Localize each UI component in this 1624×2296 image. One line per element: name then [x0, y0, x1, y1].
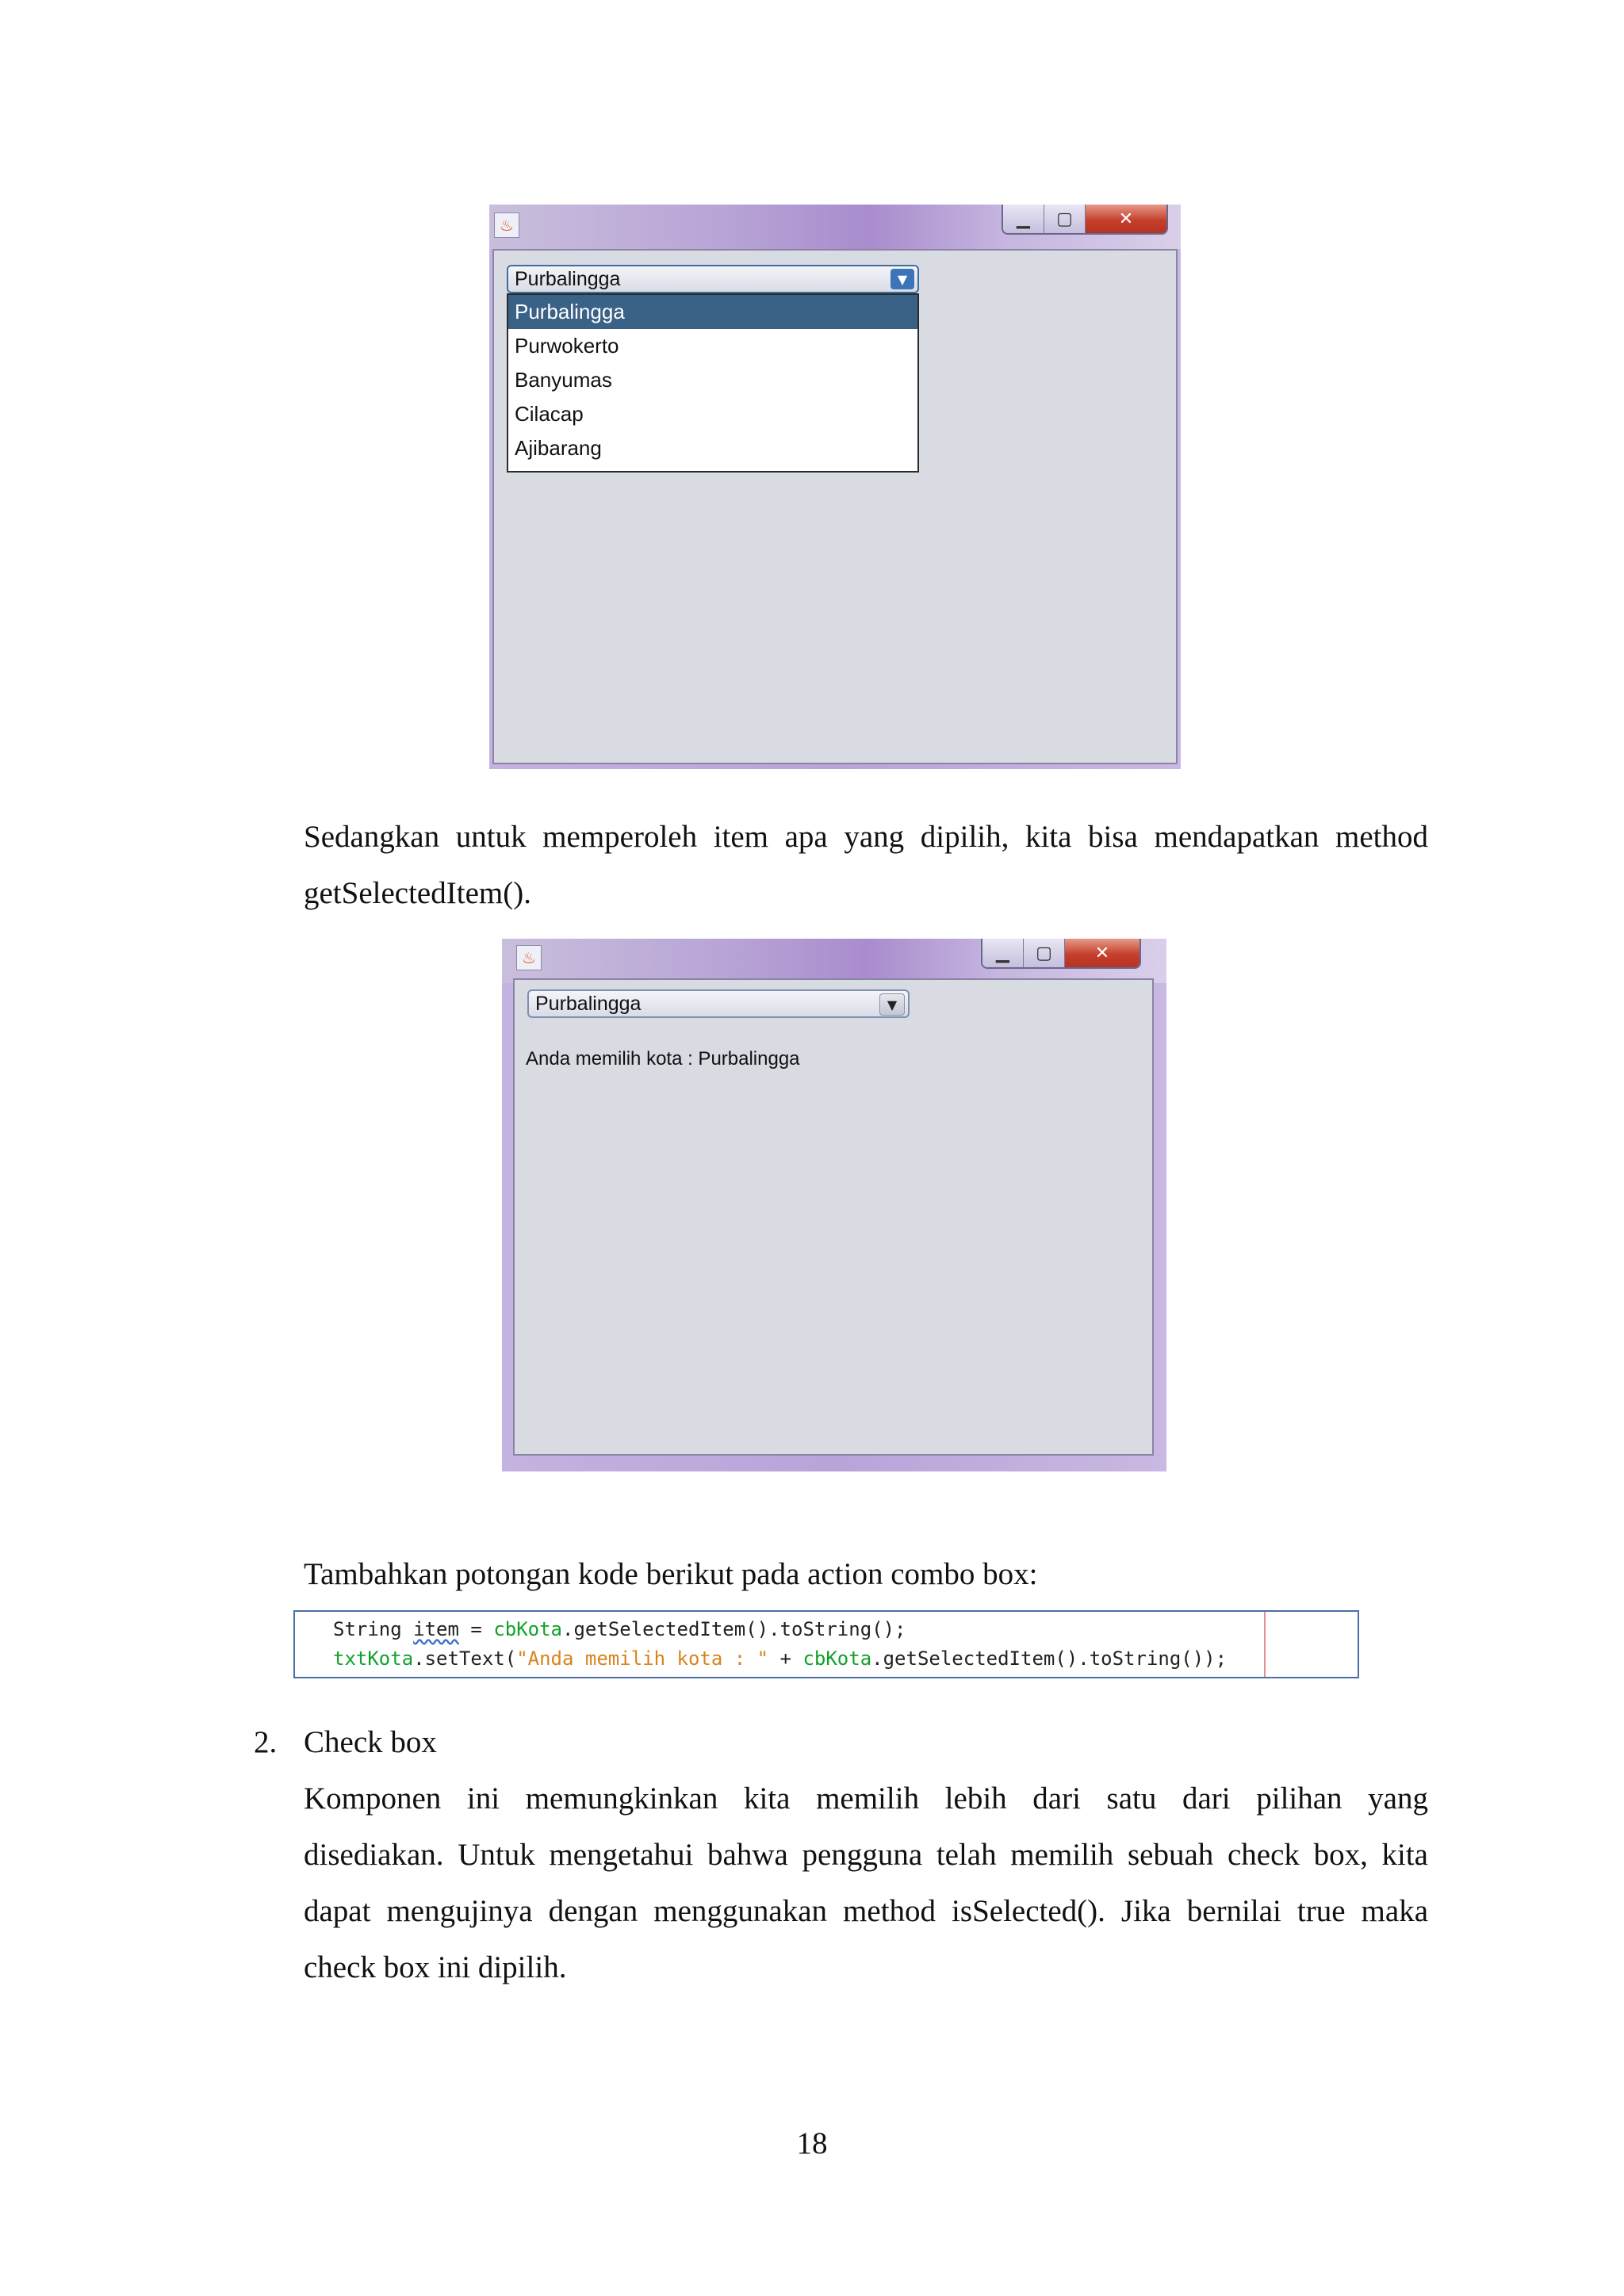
paragraph-add-code: Tambahkan potongan kode berikut pada action combo box:	[304, 1557, 1038, 1591]
combo-dropdown-list	[507, 293, 919, 473]
section-body-line: dapat mengujinya dengan menggunakan method isSelected(). Jika bernilai true maka	[304, 1894, 1428, 1928]
section-title: Check box	[304, 1725, 437, 1759]
code-line-1: String item = cbKota.getSelectedItem().toString();	[333, 1618, 906, 1640]
result-label: Anda memilih kota : Purbalingga	[526, 1048, 800, 1070]
code-line-2: txtKota.setText("Anda memilih kota : " + cbKota.getSelectedItem().toString());	[333, 1647, 1228, 1670]
java-cup-icon[interactable]: ♨	[494, 212, 519, 238]
page-number: 18	[796, 2126, 828, 2160]
java-cup-icon[interactable]: ♨	[516, 945, 542, 970]
section-number: 2.	[254, 1725, 278, 1759]
dropdown-item[interactable]: Ajibarang	[515, 436, 602, 460]
chevron-down-icon[interactable]: ▼	[891, 269, 914, 289]
code-snippet	[293, 1610, 1359, 1678]
window-controls	[981, 939, 1141, 969]
window-controls	[1002, 205, 1168, 235]
dropdown-item[interactable]: Cilacap	[515, 402, 584, 426]
combo-selected-value: Purbalingga	[515, 267, 621, 290]
dropdown-item[interactable]: Purwokerto	[515, 334, 619, 358]
minimize-button[interactable]: ▁	[982, 939, 1024, 967]
minimize-button[interactable]: ▁	[1003, 205, 1044, 233]
maximize-button[interactable]: ▢	[1044, 205, 1086, 233]
dropdown-item[interactable]: Banyumas	[515, 368, 612, 392]
close-button[interactable]: ✕	[1086, 205, 1166, 233]
section-body-line: check box ini dipilih.	[304, 1950, 567, 1984]
paragraph-getselecteditem: Sedangkan untuk memperoleh item apa yang dipilih, kita bisa mendapatkan method getSelectedItem().	[304, 820, 1428, 910]
chevron-down-icon[interactable]: ▼	[879, 993, 905, 1016]
dropdown-item[interactable]: Purbalingga	[508, 295, 917, 329]
city-combo-box[interactable]	[507, 265, 919, 293]
section-body-line: Komponen ini memungkinkan kita memilih lebih dari satu dari pilihan yang	[304, 1781, 1428, 1816]
editor-margin-line	[1264, 1612, 1266, 1677]
combo-window-result	[502, 939, 1166, 1471]
close-button[interactable]: ✕	[1065, 939, 1139, 967]
combo-window-open	[489, 205, 1181, 769]
combo-selected-value: Purbalingga	[535, 992, 642, 1015]
maximize-button[interactable]: ▢	[1024, 939, 1065, 967]
city-combo-box[interactable]	[527, 989, 910, 1018]
section-body-line: disediakan. Untuk mengetahui bahwa pengguna telah memilih sebuah check box, kita	[304, 1838, 1428, 1872]
